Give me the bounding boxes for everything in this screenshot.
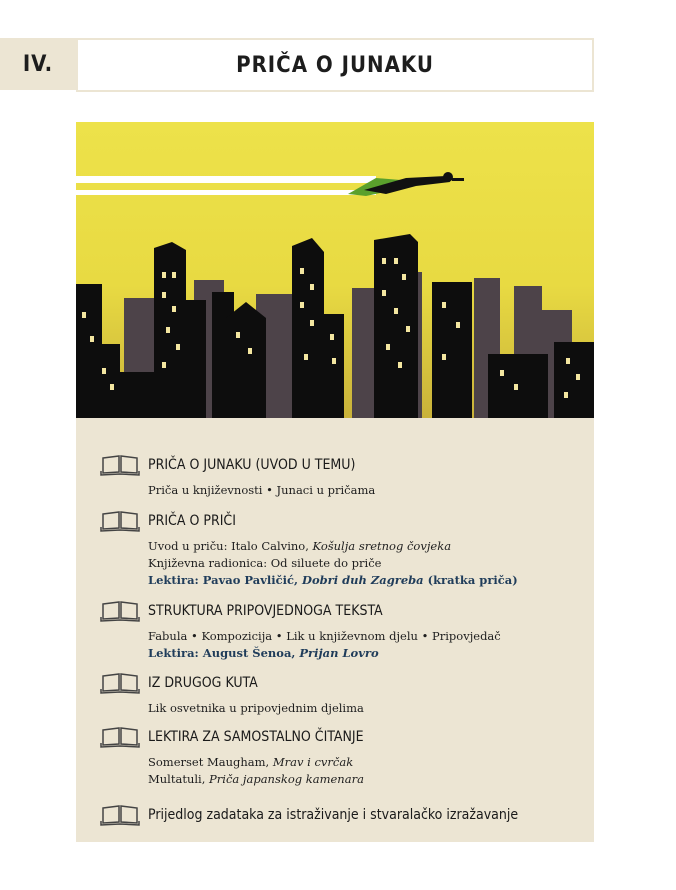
section-title: STRUKTURA PRIPOVJEDNOGA TEKSTA xyxy=(148,603,383,619)
lektira-line: Lektira: Pavao Pavličić, Dobri duh Zagreba (kratka priča) xyxy=(148,573,518,587)
section-prica-o-prici xyxy=(100,508,580,589)
open-book-icon xyxy=(100,599,140,623)
section-title: Prijedlog zadataka za istraživanje i stvaralačko izražavanje xyxy=(148,807,519,823)
chapter-title: PRIČA O JUNAKU xyxy=(76,38,594,92)
open-book-icon xyxy=(100,453,140,477)
section-lektira-samostalno xyxy=(100,724,580,788)
section-title: IZ DRUGOG KUTA xyxy=(148,675,258,691)
section-line: Uvod u priču: Italo Calvino, Košulja sretnog čovjeka xyxy=(148,539,452,553)
section-line: Priča u književnosti • Junaci u pričama xyxy=(148,483,376,497)
open-book-icon xyxy=(100,671,140,695)
open-book-icon xyxy=(100,803,140,827)
section-line: Multatuli, Priča japanskog kamenara xyxy=(148,772,364,786)
section-iz-drugog-kuta xyxy=(100,670,580,717)
city-skyline-illustration xyxy=(76,122,594,418)
chapter-number: IV. xyxy=(0,38,76,90)
section-prijedlog-zadataka xyxy=(100,802,580,828)
section-title: PRIČA O JUNAKU (UVOD U TEMU) xyxy=(148,457,356,473)
section-line: Somerset Maugham, Mrav i cvrčak xyxy=(148,755,354,769)
open-book-icon xyxy=(100,509,140,533)
section-struktura xyxy=(100,598,580,662)
section-title: PRIČA O PRIČI xyxy=(148,513,236,529)
section-line: Književna radionica: Od siluete do priče xyxy=(148,556,382,570)
section-line: Lik osvetnika u pripovjednim djelima xyxy=(148,701,364,715)
open-book-icon xyxy=(100,725,140,749)
chapter-contents xyxy=(76,418,594,842)
section-line: Fabula • Kompozicija • Lik u književnom djelu • Pripovjedač xyxy=(148,629,501,643)
lektira-line: Lektira: August Šenoa, Prijan Lovro xyxy=(148,646,379,660)
section-title: LEKTIRA ZA SAMOSTALNO ČITANJE xyxy=(148,729,364,745)
section-prica-o-junaku xyxy=(100,452,580,499)
